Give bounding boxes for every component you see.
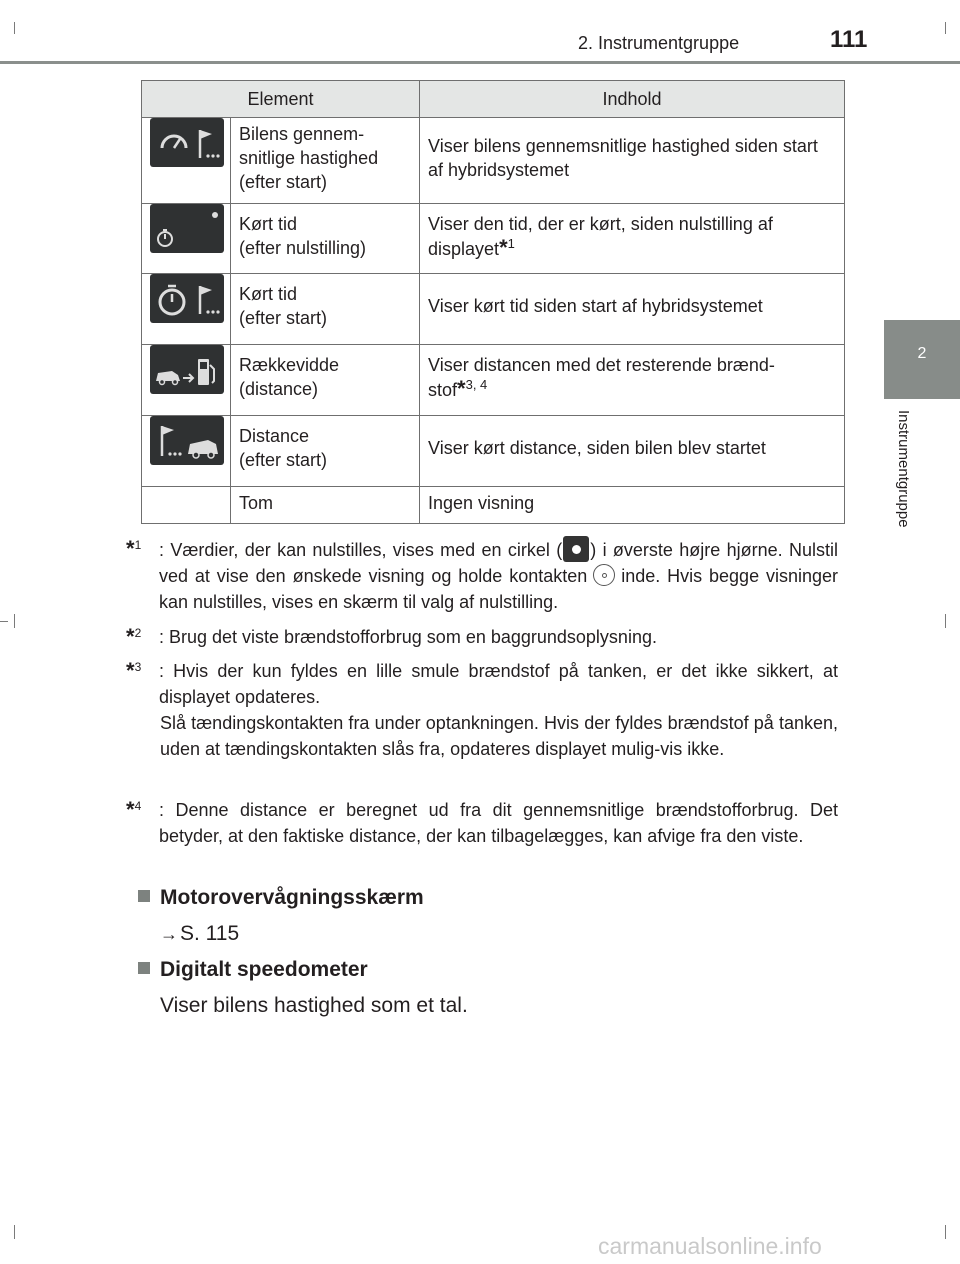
crop-mark (14, 22, 15, 34)
icon-cell (142, 487, 231, 524)
content-text: Viser den tid, der er kørt, siden nulstilling af displayet (428, 214, 773, 259)
footnote-text: : Værdier, der kan nulstilles, vises med en cirkel ( ) i øverste højre hjørne. Nulstil ved at vise den ønskede visning og holde kontakten inde. Hvis begge visninger kan nulstilles, vises en skærm til valg af nulstilling. (159, 536, 838, 615)
column-header-content: Indhold (420, 81, 845, 118)
footnote-text: : Hvis der kun fyldes en lille smule brændstof på tanken, er det ikke sikkert, at displayet opdateres. Slå tændingskontakten fra under optankningen. Hvis der fyldes brændstof på tanken, uden at tændingskontakten slås fra, opdateres displayet mulig-vis ikke. (159, 661, 838, 759)
trip-time-start-icon (150, 274, 224, 323)
header-title: 2. Instrumentgruppe (578, 33, 740, 53)
table-header-row (142, 81, 845, 118)
table-row (142, 416, 845, 487)
page-reference-link[interactable]: →S. 115 (160, 922, 240, 945)
element-content (420, 204, 845, 274)
section-marker-icon (138, 962, 150, 974)
footnote-star: * (499, 235, 508, 260)
element-name: Rækkevidde (distance) (231, 345, 420, 416)
arrow-right-icon: → (160, 924, 178, 944)
content-text: Viser distancen med det resterende brænd- stof (428, 355, 775, 400)
section-text: Viser bilens hastighed som et tal. (160, 994, 468, 1017)
trip-time-reset-icon (150, 204, 224, 253)
icon-cell (142, 118, 231, 204)
element-content: Viser kørt tid siden start af hybridsystemet (420, 274, 845, 345)
footnote-1 (126, 536, 838, 615)
column-header-element: Element (142, 81, 420, 118)
icon-cell (142, 274, 231, 345)
element-content: Viser bilens gennemsnitlige hastighed siden start af hybridsystemet (420, 118, 845, 204)
footnote-marker: *$^2$ (126, 624, 142, 649)
footnote-3 (126, 658, 838, 762)
crop-mark (945, 614, 946, 628)
watermark: carmanualsonline.info (598, 1233, 822, 1259)
average-speed-icon (150, 118, 224, 167)
crop-mark (0, 621, 8, 622)
footnote-4 (126, 797, 838, 849)
info-table (141, 80, 845, 524)
footnote-star: * (457, 376, 466, 401)
footnote-marker: *$^1$ (126, 536, 142, 561)
element-content: Viser kørt distance, siden bilen blev startet (420, 416, 845, 487)
table-row (142, 487, 845, 524)
distance-icon (150, 416, 224, 465)
element-name: Kørt tid (efter nulstilling) (231, 204, 420, 274)
crop-mark (945, 22, 946, 34)
element-name: Distance (efter start) (231, 416, 420, 487)
crop-mark (14, 614, 15, 628)
footnote-text: : Denne distance er beregnet ud fra dit gennemsnitlige brændstofforbrug. Det betyder, at den faktiske distance, der kan tilbagelægges, kan afvige fra den viste. (159, 800, 838, 846)
table-row (142, 204, 845, 274)
range-icon (150, 345, 224, 394)
section-heading-engine-monitor: Motorovervågningsskærm (138, 886, 424, 910)
table-row (142, 274, 845, 345)
section-heading-digital-speedometer: Digitalt speedometer (138, 958, 368, 982)
footnote-ref: 3, 4 (465, 377, 488, 392)
header-divider (0, 61, 960, 64)
element-content: Ingen visning (420, 487, 845, 524)
chapter-side-label: Instrumentgruppe (895, 410, 912, 528)
element-name: Bilens gennem- snitlige hastighed (efter start) (231, 118, 420, 204)
crop-mark (14, 1225, 15, 1239)
footnote-2 (126, 624, 838, 650)
footnote-marker: *$^4$ (126, 797, 142, 822)
icon-cell (142, 345, 231, 416)
reset-circle-icon (563, 536, 589, 562)
switch-knob-icon (593, 564, 615, 586)
page-number: 111 (830, 26, 868, 53)
footnote-ref: 1 (507, 236, 515, 251)
element-name: Kørt tid (efter start) (231, 274, 420, 345)
table-row (142, 345, 845, 416)
table-row (142, 118, 845, 204)
icon-cell (142, 416, 231, 487)
footnote-marker: *$^3$ (126, 658, 142, 683)
section-marker-icon (138, 890, 150, 902)
crop-mark (945, 1225, 946, 1239)
element-name: Tom (231, 487, 420, 524)
icon-cell (142, 204, 231, 274)
chapter-tab[interactable]: 2 (884, 320, 960, 399)
element-content (420, 345, 845, 416)
footnote-text: : Brug det viste brændstofforbrug som en baggrundsoplysning. (159, 627, 657, 647)
